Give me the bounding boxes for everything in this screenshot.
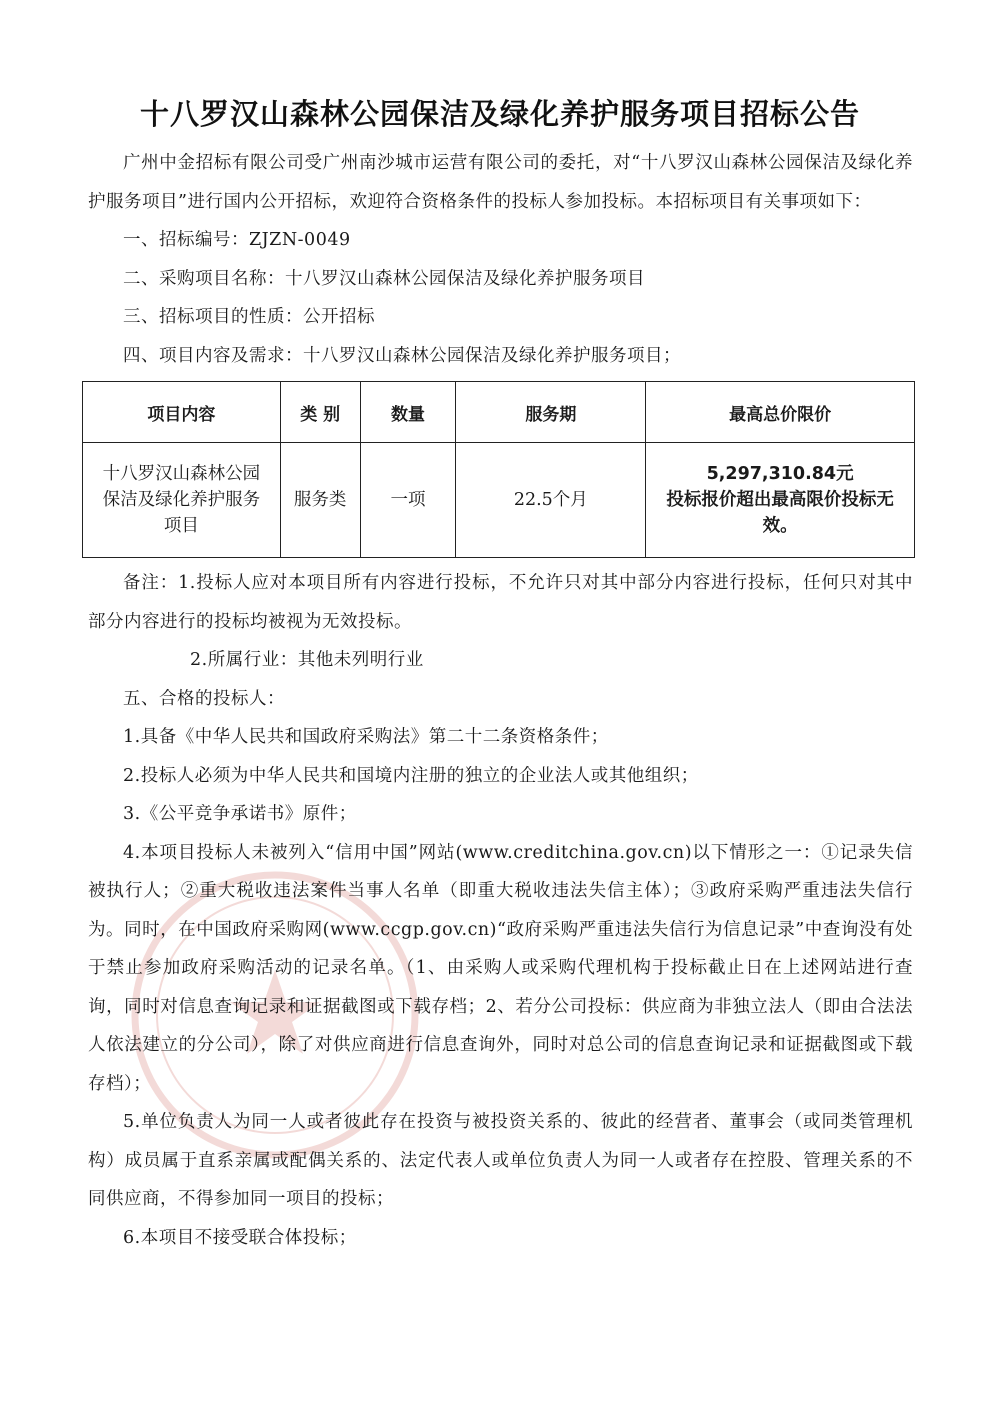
cell-category: 服务类 [280,443,360,558]
qualification-5: 5.单位负责人为同一人或者彼此存在投资与被投资关系的、彼此的经营者、董事会（或同类管理机构）成员属于直系亲属或配偶关系的、法定代表人或单位负责人为同一人或者存在控股、管理关系的不同供应商，不得参加同一项目的投标； [88,1112,913,1209]
cell-quantity: 一项 [360,443,456,558]
page-title: 十八罗汉山森林公园保洁及绿化养护服务项目招标公告 [139,97,860,131]
item-bid-number: 一、招标编号：ZJZN-0049 [123,230,351,250]
table-row [83,443,915,558]
note-2: 2.所属行业：其他未列明行业 [190,650,424,670]
note-1: 备注：1.投标人应对本项目所有内容进行投标，不允许只对其中部分内容进行投标，任何只对其中部分内容进行的投标均被视为无效投标。 [88,573,913,632]
header-content: 项目内容 [83,382,281,443]
cell-content [83,443,281,558]
qualification-2: 2.投标人必须为中华人民共和国境内注册的独立的企业法人或其他组织； [123,765,699,786]
cell-content-text: 十八罗汉山森林公园保洁及绿化养护服务项目 [102,464,261,536]
price-value: 5,297,310.84元 [706,464,854,484]
cell-price [646,443,915,558]
document-body [88,144,913,1257]
project-table [82,381,915,558]
header-period: 服务期 [456,382,646,443]
qualified-heading: 五、合格的投标人： [123,688,285,709]
item-nature: 三、招标项目的性质：公开招标 [123,307,375,327]
qualification-1: 1.具备《中华人民共和国政府采购法》第二十二条资格条件； [123,727,609,747]
qualification-3: 3.《公平竞争承诺书》原件； [123,804,357,824]
item-project-name: 二、采购项目名称：十八罗汉山森林公园保洁及绿化养护服务项目 [123,268,645,289]
table-header-row [83,382,915,443]
item-content: 四、项目内容及需求：十八罗汉山森林公园保洁及绿化养护服务项目； [123,345,681,366]
qualification-6: 6.本项目不接受联合体投标； [123,1227,357,1248]
header-quantity: 数量 [360,382,456,443]
header-category: 类 别 [280,382,360,443]
intro-paragraph: 广州中金招标有限公司受广州南沙城市运营有限公司的委托，对“十八罗汉山森林公园保洁及绿化养护服务项目”进行国内公开招标，欢迎符合资格条件的投标人参加投标。本招标项目有关事项如下： [88,153,913,212]
qualification-4: 4.本项目投标人未被列入“信用中国”网站(www.creditchina.gov.cn)以下情形之一：①记录失信被执行人；②重大税收违法案件当事人名单（即重大税收违法失信主体）；③政府采购严重违法失信行为。同时，在中国政府采购网(www.ccgp.gov.cn)“政府采购严重违法失信行为信息记录”中查询没有处于禁止参加政府采购活动的记录名单。（1、由采购人或采购代理机构于投标截止日在上述网站进行查询，同时对信息查询记录和证据截图或下载存档；2、若分公司投标：供应商为非独立法人（即由合法法人依法建立的分公司），除了对供应商进行信息查询外，同时对总公司的信息查询记录和证据截图或下载存档）； [88,842,913,1094]
header-price: 最高总价限价 [646,382,915,443]
price-note: 投标报价超出最高限价投标无效。 [666,490,894,536]
cell-period: 22.5个月 [456,443,646,558]
